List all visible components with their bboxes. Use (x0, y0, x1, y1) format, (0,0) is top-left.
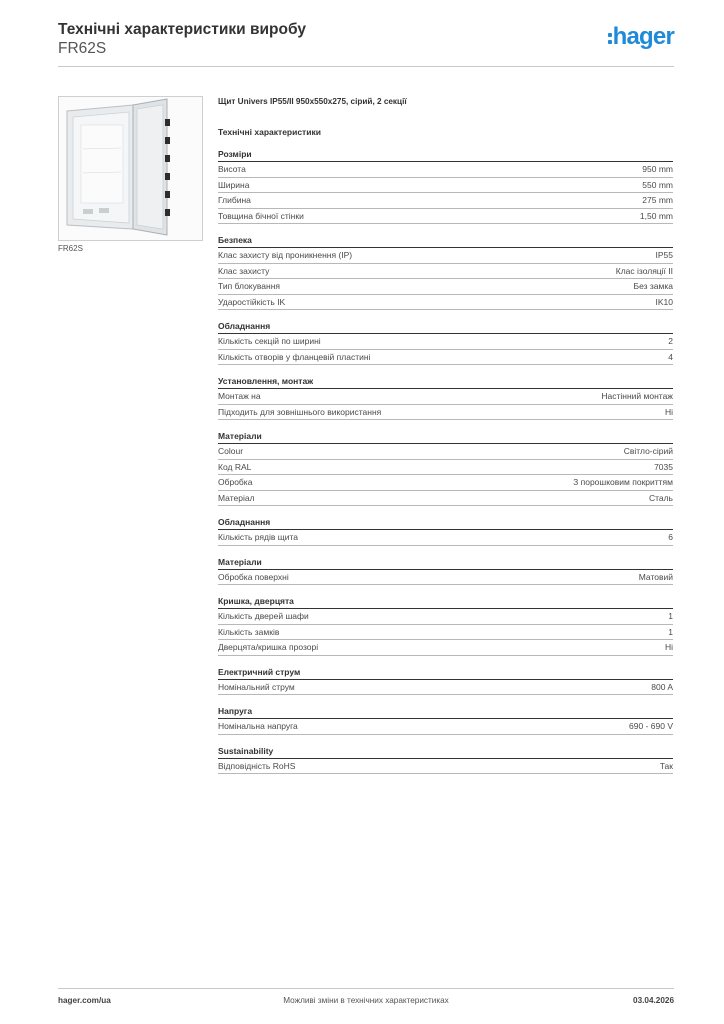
spec-value: IK10 (655, 296, 673, 307)
image-caption: FR62S (58, 244, 83, 253)
spec-value: Сталь (648, 492, 673, 503)
spec-value: 690 - 690 V (629, 721, 673, 731)
spec-label: Обробка (218, 477, 253, 487)
section-title: Кришка, дверцята (218, 595, 673, 609)
product-name: Щит Univers IP55/II 950x550x275, сірий, 2 секції (218, 97, 407, 106)
spec-label: Тип блокування (218, 281, 281, 291)
section-title: Розміри (218, 148, 673, 162)
spec-row (218, 475, 673, 491)
spec-label: Номінальний струм (218, 681, 295, 692)
spec-label: Глибина (218, 195, 251, 205)
spec-label: Висота (218, 164, 246, 174)
logo-dots-icon (608, 33, 612, 44)
spec-value: IP55 (655, 250, 673, 260)
spec-row (218, 209, 673, 225)
spec-sections (218, 148, 673, 774)
spec-value: Ні (664, 406, 673, 417)
spec-row (218, 570, 673, 586)
spec-row (218, 444, 673, 460)
spec-label: Номінальна напруга (218, 721, 298, 731)
spec-label: Colour (218, 446, 244, 456)
spec-label: Дверцята/кришка прозорі (218, 642, 319, 652)
spec-row (218, 680, 673, 696)
spec-row (218, 405, 673, 421)
spec-label: Кількість секцій по ширині (218, 336, 321, 346)
spec-label: Монтаж на (218, 391, 261, 401)
spec-label: Матеріал (218, 492, 255, 503)
spec-value: Ні (664, 642, 673, 652)
spec-heading: Технічні характеристики (218, 127, 321, 137)
spec-value: Матовий (638, 571, 673, 582)
spec-row (218, 295, 673, 311)
spec-label: Кількість дверей шафи (218, 611, 309, 621)
spec-label: Клас захисту від проникнення (IP) (218, 250, 353, 260)
spec-label: Відповідність RoHS (218, 760, 296, 771)
spec-row (218, 264, 673, 280)
spec-row (218, 625, 673, 641)
spec-value: З порошковим покриттям (573, 477, 673, 487)
spec-label: Обробка поверхні (218, 571, 289, 582)
section-title: Напруга (218, 705, 673, 719)
section-title: Установлення, монтаж (218, 375, 673, 389)
spec-label: Кількість отворів у фланцевій пластині (218, 351, 371, 362)
spec-label: Клас захисту (218, 265, 270, 276)
spec-label: Ширина (218, 179, 250, 190)
section-title: Обладнання (218, 516, 673, 530)
spec-row (218, 530, 673, 546)
spec-label: Код RAL (218, 461, 252, 472)
spec-row (218, 279, 673, 295)
spec-value: Так (659, 760, 673, 771)
spec-content (218, 96, 673, 774)
spec-label: Ударостійкість IK (218, 296, 286, 307)
page-header (58, 20, 678, 60)
spec-row (218, 491, 673, 507)
section-title: Матеріали (218, 556, 673, 570)
document-title: Технічні характеристики виробу (58, 21, 306, 38)
spec-value: 950 mm (642, 164, 673, 174)
spec-row (218, 389, 673, 405)
enclosure-image-icon (59, 97, 202, 240)
spec-row (218, 248, 673, 264)
spec-value: Настінний монтаж (601, 391, 673, 401)
spec-row (218, 460, 673, 476)
spec-row (218, 334, 673, 350)
section-title: Матеріали (218, 430, 673, 444)
footer-note: Можливі зміни в технічних характеристиках (283, 996, 449, 1005)
spec-row (218, 162, 673, 178)
section-title: Електричний струм (218, 666, 673, 680)
spec-label: Кількість рядів щита (218, 532, 298, 542)
spec-value: 2 (668, 336, 673, 346)
spec-row (218, 350, 673, 366)
spec-value: 1,50 mm (639, 210, 673, 221)
spec-value: 275 mm (642, 195, 673, 205)
spec-value: 1 (668, 611, 673, 621)
spec-value: 1 (668, 626, 673, 637)
spec-row (218, 609, 673, 625)
header-divider (58, 66, 674, 67)
spec-value: Клас ізоляції II (615, 265, 673, 276)
spec-row (218, 178, 673, 194)
spec-value: Без замка (633, 281, 673, 291)
spec-row (218, 193, 673, 209)
spec-label: Кількість замків (218, 626, 280, 637)
spec-value: 800 A (651, 681, 673, 692)
spec-row (218, 759, 673, 775)
product-image (58, 96, 203, 241)
spec-value: Світло-сірий (623, 446, 673, 456)
spec-label: Підходить для зовнішнього використання (218, 406, 382, 417)
section-title: Sustainability (218, 745, 673, 759)
section-title: Обладнання (218, 320, 673, 334)
spec-value: 7035 (654, 461, 673, 472)
spec-value: 4 (668, 351, 673, 362)
footer-site: hager.com/ua (58, 996, 111, 1005)
footer-divider (58, 988, 674, 989)
section-title: Безпека (218, 234, 673, 248)
spec-row (218, 640, 673, 656)
product-code: FR62S (58, 40, 107, 57)
hager-logo (608, 24, 674, 50)
spec-label: Товщина бічної стінки (218, 210, 304, 221)
footer-date: 03.04.2026 (633, 996, 674, 1005)
spec-value: 6 (668, 532, 673, 542)
logo-text: hager (612, 23, 674, 50)
spec-value: 550 mm (642, 179, 673, 190)
spec-row (218, 719, 673, 735)
